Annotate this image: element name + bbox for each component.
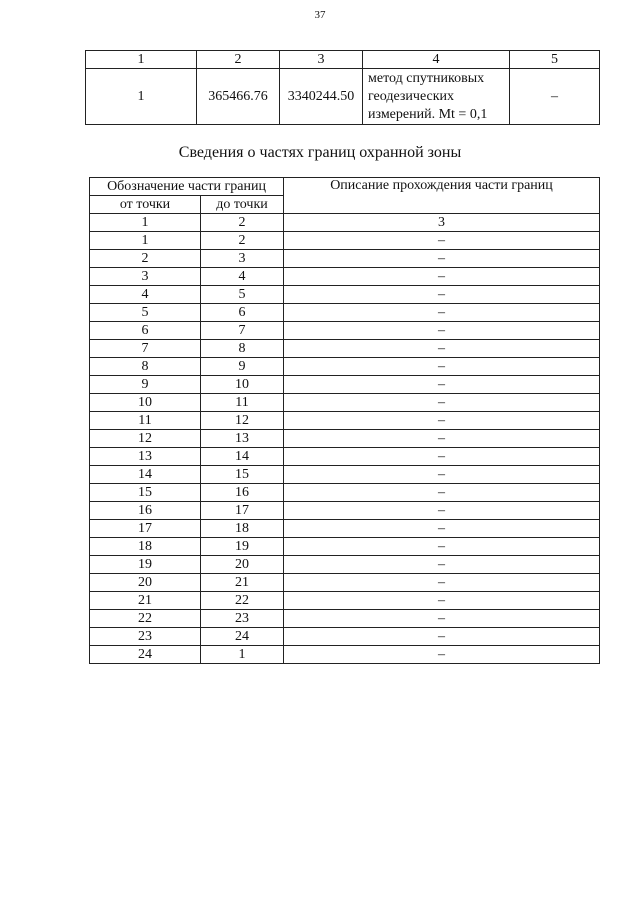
description-cell: –: [284, 556, 600, 574]
header-group-cell: Обозначение части границ: [90, 178, 284, 196]
table-row: [90, 484, 600, 502]
from-cell: 17: [90, 520, 201, 538]
description-cell: –: [284, 232, 600, 250]
table-row: [90, 340, 600, 358]
header-cell: 1: [86, 51, 197, 69]
from-cell: 12: [90, 430, 201, 448]
description-cell: –: [284, 394, 600, 412]
to-cell: 2: [201, 232, 284, 250]
table-row: [90, 376, 600, 394]
description-cell: –: [284, 322, 600, 340]
from-cell: 2: [90, 250, 201, 268]
table-row: [90, 520, 600, 538]
header-cell: 2: [197, 51, 280, 69]
table-row: [90, 268, 600, 286]
header-from-cell: от точки: [90, 196, 201, 214]
to-cell: 9: [201, 358, 284, 376]
table-row: [90, 646, 600, 664]
method-line: метод спутниковых: [368, 70, 485, 86]
description-cell: –: [284, 592, 600, 610]
to-cell: 13: [201, 430, 284, 448]
table-row: [90, 466, 600, 484]
page-number: 37: [314, 9, 326, 21]
description-cell: –: [284, 520, 600, 538]
to-cell: 23: [201, 610, 284, 628]
from-cell: 8: [90, 358, 201, 376]
boundary-parts-table: [89, 177, 600, 664]
from-cell: 1: [90, 232, 201, 250]
to-cell: 21: [201, 574, 284, 592]
table-row: [90, 232, 600, 250]
to-cell: 14: [201, 448, 284, 466]
from-cell: 20: [90, 574, 201, 592]
header-description-cell: Описание прохождения части границ: [284, 178, 600, 214]
coordinates-table: [85, 50, 600, 125]
to-cell: 17: [201, 502, 284, 520]
table-row: [90, 412, 600, 430]
description-cell: –: [284, 250, 600, 268]
table-row: [90, 610, 600, 628]
from-cell: 19: [90, 556, 201, 574]
to-cell: 8: [201, 340, 284, 358]
description-cell: –: [284, 286, 600, 304]
from-cell: 3: [90, 268, 201, 286]
from-cell: 22: [90, 610, 201, 628]
from-cell: 16: [90, 502, 201, 520]
table-row: [90, 322, 600, 340]
to-cell: 12: [201, 412, 284, 430]
table-row: [90, 394, 600, 412]
header-to-cell: до точки: [201, 196, 284, 214]
header-cell: 3: [280, 51, 363, 69]
description-cell: –: [284, 448, 600, 466]
to-cell: 11: [201, 394, 284, 412]
table-row: [90, 448, 600, 466]
table-row: [90, 286, 600, 304]
number-cell: 2: [201, 214, 284, 232]
to-cell: 18: [201, 520, 284, 538]
from-cell: 9: [90, 376, 201, 394]
from-cell: 15: [90, 484, 201, 502]
description-cell: –: [284, 358, 600, 376]
header-row: [90, 178, 600, 196]
description-cell: –: [284, 610, 600, 628]
from-cell: 10: [90, 394, 201, 412]
table-row: [90, 592, 600, 610]
from-cell: 6: [90, 322, 201, 340]
to-cell: 4: [201, 268, 284, 286]
to-cell: 20: [201, 556, 284, 574]
from-cell: 14: [90, 466, 201, 484]
to-cell: 16: [201, 484, 284, 502]
number-cell: 1: [90, 214, 201, 232]
description-cell: –: [284, 340, 600, 358]
description-cell: –: [284, 538, 600, 556]
description-cell: –: [284, 628, 600, 646]
from-cell: 21: [90, 592, 201, 610]
description-cell: –: [284, 466, 600, 484]
method-line: геодезических: [368, 88, 455, 104]
table-row: [90, 358, 600, 376]
point-cell: 1: [86, 69, 197, 125]
number-cell: 3: [284, 214, 600, 232]
to-cell: 24: [201, 628, 284, 646]
method-cell: [363, 69, 510, 125]
from-cell: 11: [90, 412, 201, 430]
description-cell: –: [284, 484, 600, 502]
to-cell: 6: [201, 304, 284, 322]
to-cell: 3: [201, 250, 284, 268]
description-cell: –: [284, 574, 600, 592]
description-cell: –: [284, 430, 600, 448]
from-cell: 23: [90, 628, 201, 646]
section-title: Сведения о частях границ охранной зоны: [178, 144, 462, 161]
table-row: [90, 502, 600, 520]
table-row: [90, 628, 600, 646]
method-line: измерений. Mt = 0,1: [368, 106, 488, 122]
table-row: [90, 556, 600, 574]
description-cell: –: [284, 376, 600, 394]
table-row: [90, 574, 600, 592]
description-cell: –: [284, 412, 600, 430]
header-cell: 4: [363, 51, 510, 69]
to-cell: 19: [201, 538, 284, 556]
y-cell: 3340244.50: [280, 69, 363, 125]
description-cell: –: [284, 502, 600, 520]
to-cell: 15: [201, 466, 284, 484]
from-cell: 7: [90, 340, 201, 358]
from-cell: 24: [90, 646, 201, 664]
to-cell: 10: [201, 376, 284, 394]
header-row: [86, 51, 600, 69]
table-row: [86, 69, 600, 125]
from-cell: 4: [90, 286, 201, 304]
to-cell: 22: [201, 592, 284, 610]
table-row: [90, 304, 600, 322]
to-cell: 5: [201, 286, 284, 304]
description-cell: –: [284, 646, 600, 664]
from-cell: 5: [90, 304, 201, 322]
from-cell: 13: [90, 448, 201, 466]
number-row: [90, 214, 600, 232]
header-cell: 5: [510, 51, 600, 69]
description-cell: –: [284, 304, 600, 322]
table-row: [90, 250, 600, 268]
col5-cell: –: [510, 69, 600, 125]
x-cell: 365466.76: [197, 69, 280, 125]
description-cell: –: [284, 268, 600, 286]
to-cell: 7: [201, 322, 284, 340]
to-cell: 1: [201, 646, 284, 664]
from-cell: 18: [90, 538, 201, 556]
table-row: [90, 430, 600, 448]
table-row: [90, 538, 600, 556]
